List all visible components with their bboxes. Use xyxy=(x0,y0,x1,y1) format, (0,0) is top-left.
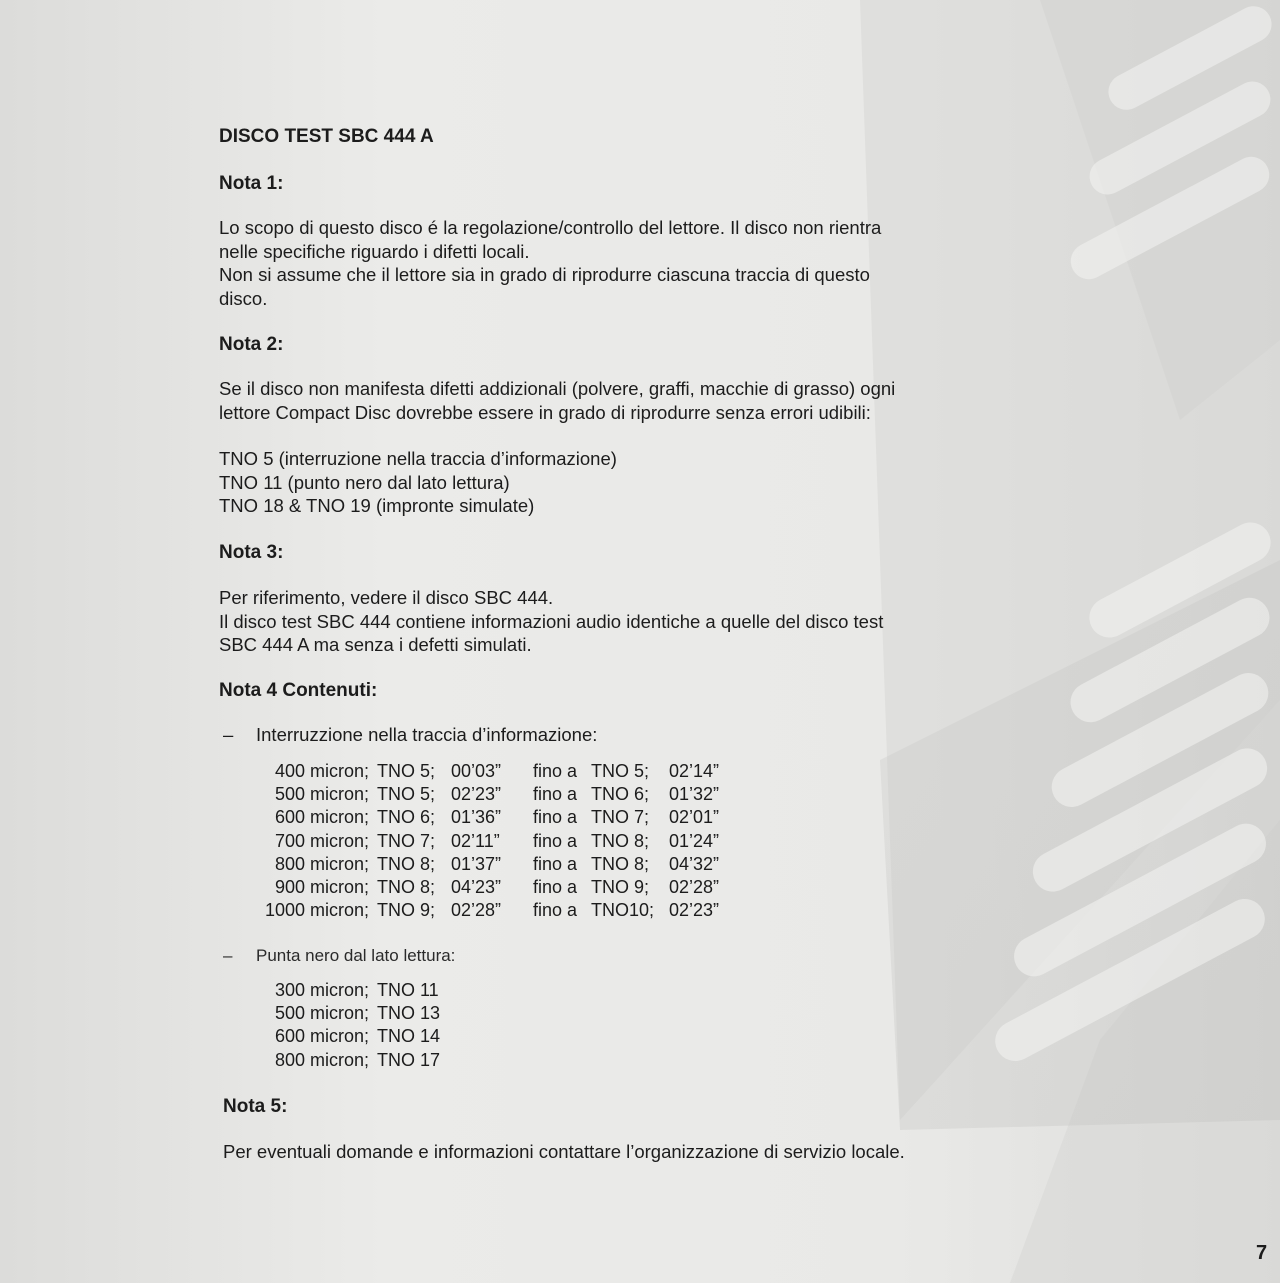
page-title: DISCO TEST SBC 444 A xyxy=(219,126,434,147)
start-time-cell: 01’36” xyxy=(451,807,502,828)
text-line: SBC 444 A ma senza i defetti simulati. xyxy=(219,634,532,655)
tno-cell: TNO 13 xyxy=(377,1003,441,1024)
text-line: Lo scopo di questo disco é la regolazione/controllo del lettore. Il disco non rientra xyxy=(219,217,882,238)
nota-2-text xyxy=(219,377,895,424)
tno-cell: TNO 11 xyxy=(377,980,439,1000)
end-time-cell: 01’32” xyxy=(669,784,720,805)
size-cell: 500 micron; xyxy=(274,1003,369,1024)
size-cell: 500 micron; xyxy=(274,784,369,805)
start-time-cell: 00’03” xyxy=(451,761,502,781)
page-number: 7 xyxy=(1256,1242,1268,1264)
tno-cell: TNO 17 xyxy=(377,1049,441,1070)
end-time-cell: 02’14” xyxy=(669,761,720,781)
text-line: Per riferimento, vedere il disco SBC 444. xyxy=(219,587,554,608)
text-line: TNO 5 (interruzione nella traccia d’informazione) xyxy=(219,448,617,469)
nota-1-text xyxy=(219,216,881,310)
nota-4-heading: Nota 4 Contenuti: xyxy=(219,680,378,701)
tno-cell: TNO 14 xyxy=(377,1026,441,1047)
fino-cell: fino a xyxy=(533,900,578,921)
fino-cell: fino a xyxy=(533,761,578,781)
size-cell: 900 micron; xyxy=(274,876,369,897)
fino-cell: fino a xyxy=(533,876,578,897)
list-dash: – xyxy=(223,724,234,745)
text-line: Se il disco non manifesta difetti addizionali (polvere, graffi, macchie di grasso) ogni xyxy=(219,378,896,399)
size-cell: 300 micron; xyxy=(274,980,369,1000)
end-tno-cell: TNO 6; xyxy=(591,784,650,805)
nota-5-heading: Nota 5: xyxy=(223,1096,288,1117)
start-time-cell: 04’23” xyxy=(451,876,502,897)
start-tno-cell: TNO 5; xyxy=(377,761,436,781)
start-tno-cell: TNO 9; xyxy=(377,900,436,921)
end-tno-cell: TNO 9; xyxy=(591,876,650,897)
end-tno-cell: TNO 8; xyxy=(591,853,650,874)
text-line: TNO 18 & TNO 19 (impronte simulate) xyxy=(219,495,535,516)
nota-5-text xyxy=(223,1140,905,1164)
fino-cell: fino a xyxy=(533,784,578,805)
text-line: Per eventuali domande e informazioni contattare l’organizzazione di servizio locale. xyxy=(223,1141,905,1162)
end-time-cell: 02’23” xyxy=(669,900,720,921)
nota-1-heading: Nota 1: xyxy=(219,173,284,194)
end-tno-cell: TNO 7; xyxy=(591,807,650,828)
start-tno-cell: TNO 8; xyxy=(377,853,436,874)
end-time-cell: 04’32” xyxy=(669,853,720,874)
start-tno-cell: TNO 7; xyxy=(377,830,436,851)
end-time-cell: 02’01” xyxy=(669,807,720,828)
end-time-cell: 02’28” xyxy=(669,876,720,897)
black-dot-label: Punta nero dal lato lettura: xyxy=(256,946,456,965)
end-tno-cell: TNO10; xyxy=(591,900,655,921)
size-cell: 600 micron; xyxy=(274,1026,369,1047)
text-line: lettore Compact Disc dovrebbe essere in grado di riprodurre senza errori udibili: xyxy=(219,401,871,423)
start-tno-cell: TNO 5; xyxy=(377,784,436,805)
start-tno-cell: TNO 6; xyxy=(377,807,436,828)
nota-2-heading: Nota 2: xyxy=(219,334,284,355)
size-cell: 700 micron; xyxy=(274,830,369,851)
list-dash: – xyxy=(223,946,233,965)
size-cell: 800 micron; xyxy=(274,1049,369,1070)
interruption-label: Interruzzione nella traccia d’informazione: xyxy=(256,724,598,745)
size-cell: 600 micron; xyxy=(274,807,369,828)
fino-cell: fino a xyxy=(533,807,578,828)
fino-cell: fino a xyxy=(533,853,578,874)
text-line: TNO 11 (punto nero dal lato lettura) xyxy=(219,471,510,493)
size-cell: 400 micron; xyxy=(274,761,369,781)
text-line: Non si assume che il lettore sia in grado di riprodurre ciascuna traccia di questo xyxy=(219,264,870,285)
start-tno-cell: TNO 8; xyxy=(377,876,436,897)
nota-2-tno-list xyxy=(219,447,617,518)
text-line: nelle specifiche riguardo i difetti locali. xyxy=(219,240,530,262)
nota-3-heading: Nota 3: xyxy=(219,542,284,563)
end-time-cell: 01’24” xyxy=(669,830,720,851)
start-time-cell: 02’23” xyxy=(451,784,502,805)
end-tno-cell: TNO 5; xyxy=(591,761,650,781)
start-time-cell: 01’37” xyxy=(451,853,502,874)
size-cell: 800 micron; xyxy=(274,853,369,874)
text-line: Il disco test SBC 444 contiene informazioni audio identiche a quelle del disco test xyxy=(219,610,884,632)
fino-cell: fino a xyxy=(533,830,578,851)
end-tno-cell: TNO 8; xyxy=(591,830,650,851)
start-time-cell: 02’28” xyxy=(451,900,502,921)
text-line: disco. xyxy=(219,287,268,309)
size-cell: 1000 micron; xyxy=(264,900,369,921)
nota-3-text xyxy=(219,586,883,657)
start-time-cell: 02’11” xyxy=(451,830,500,851)
